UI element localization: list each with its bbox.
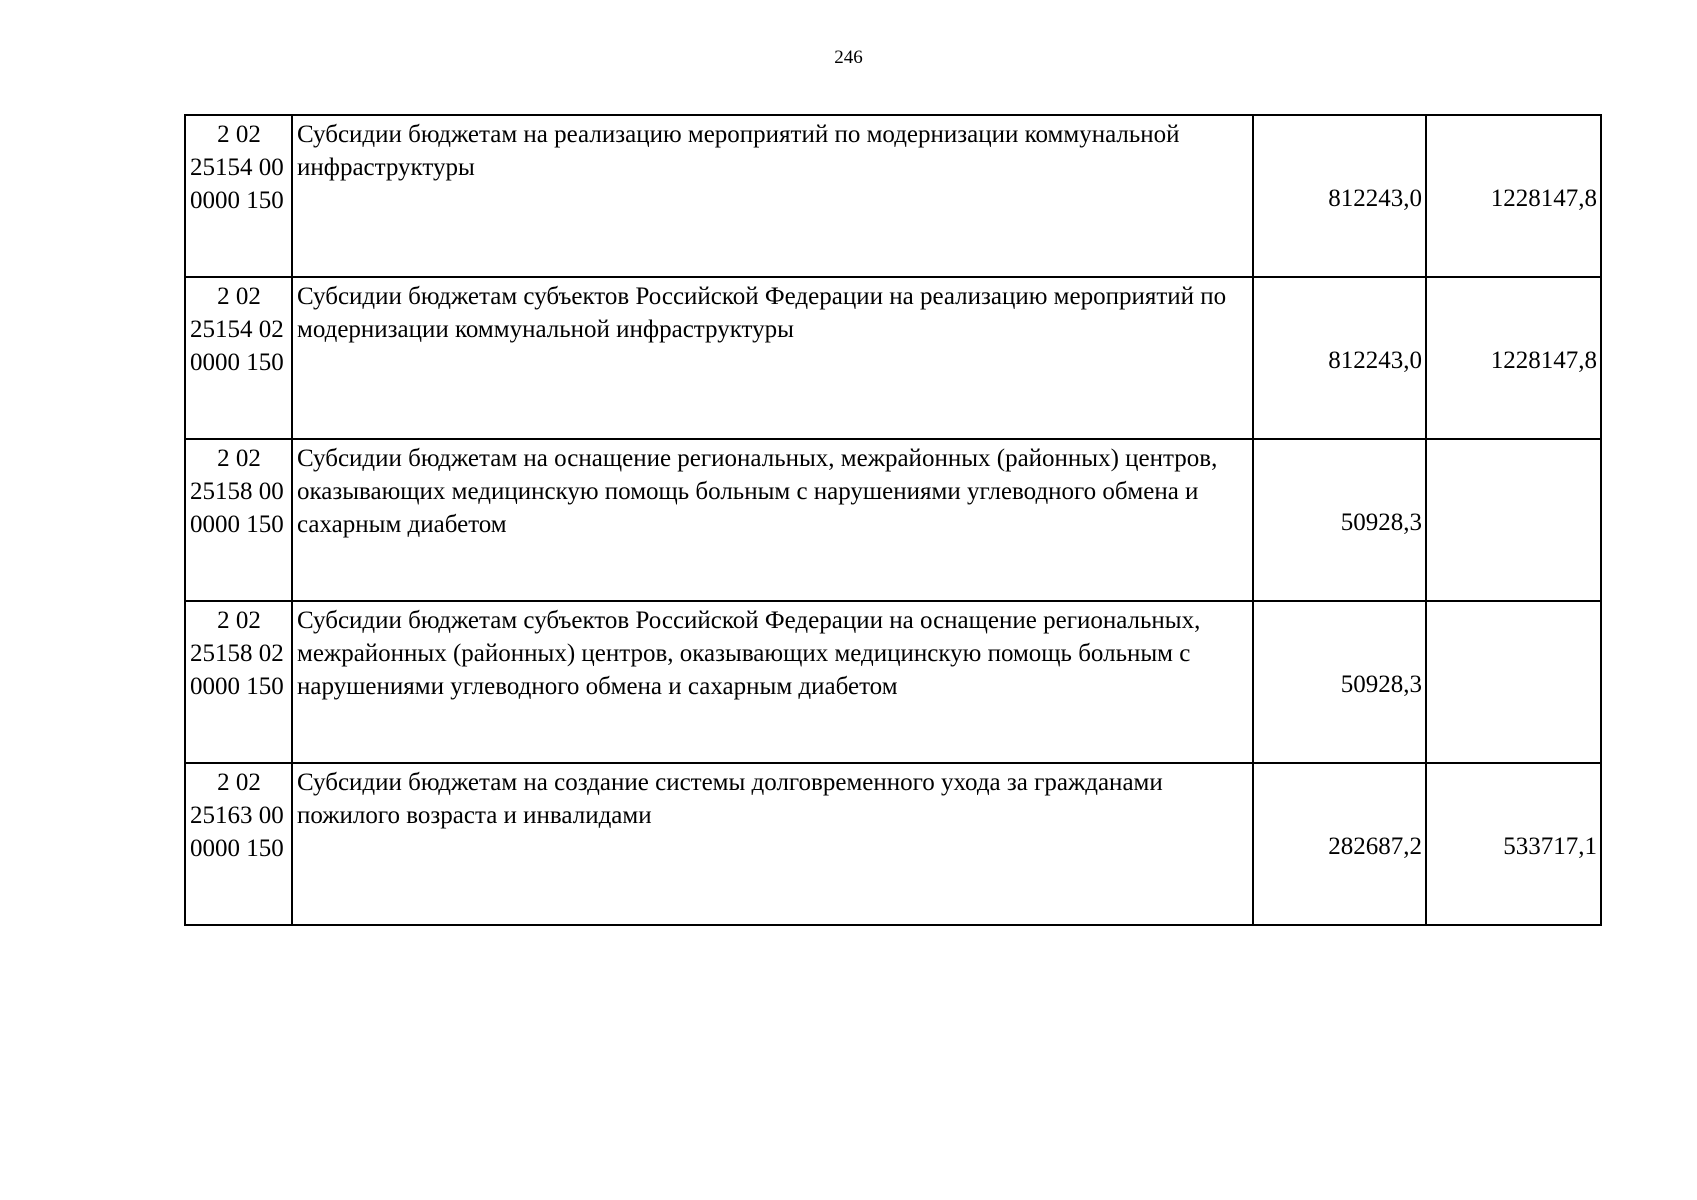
amount-year-2: 1228147,8 [1426, 277, 1601, 439]
code-part: 2 02 [217, 445, 261, 472]
amount-year-2 [1426, 601, 1601, 763]
amount-year-2 [1426, 439, 1601, 601]
code-part: 25158 00 [190, 478, 284, 505]
budget-table [184, 114, 1602, 926]
code-part: 25154 02 [190, 316, 284, 343]
code-part: 0000 150 [190, 835, 284, 862]
income-name: Субсидии бюджетам субъектов Российской Федерации на оснащение региональных, межрайонных (районных) центров, оказывающих медицинскую помощь больным с нарушениями углеводного обмена и сахарным диабетом [292, 601, 1253, 763]
amount-year-2: 1228147,8 [1426, 115, 1601, 277]
code-part: 2 02 [217, 121, 261, 148]
income-name: Субсидии бюджетам на оснащение региональных, межрайонных (районных) центров, оказывающих медицинскую помощь больным с нарушениями углеводного обмена и сахарным диабетом [292, 439, 1253, 601]
code-part: 2 02 [217, 769, 261, 796]
amount-year-1: 50928,3 [1253, 601, 1426, 763]
code-part: 0000 150 [190, 349, 284, 376]
classification-code [185, 601, 292, 763]
classification-code [185, 115, 292, 277]
page-number: 246 [834, 47, 863, 68]
code-part: 2 02 [217, 607, 261, 634]
code-part: 2 02 [217, 283, 261, 310]
income-name: Субсидии бюджетам субъектов Российской Федерации на реализацию мероприятий по модернизации коммунальной инфраструктуры [292, 277, 1253, 439]
income-name: Субсидии бюджетам на реализацию мероприятий по модернизации коммунальной инфраструктуры [292, 115, 1253, 277]
table-row [185, 763, 1601, 925]
classification-code [185, 277, 292, 439]
amount-year-1: 282687,2 [1253, 763, 1426, 925]
amount-year-1: 50928,3 [1253, 439, 1426, 601]
classification-code [185, 439, 292, 601]
code-part: 0000 150 [190, 673, 284, 700]
income-name: Субсидии бюджетам на создание системы долговременного ухода за гражданами пожилого возраста и инвалидами [292, 763, 1253, 925]
amount-year-1: 812243,0 [1253, 115, 1426, 277]
table-row [185, 601, 1601, 763]
code-part: 25163 00 [190, 802, 284, 829]
code-part: 0000 150 [190, 511, 284, 538]
code-part: 25154 00 [190, 154, 284, 181]
code-part: 25158 02 [190, 640, 284, 667]
table-row [185, 277, 1601, 439]
classification-code [185, 763, 292, 925]
table-row [185, 439, 1601, 601]
code-part: 0000 150 [190, 187, 284, 214]
table-row [185, 115, 1601, 277]
amount-year-1: 812243,0 [1253, 277, 1426, 439]
amount-year-2: 533717,1 [1426, 763, 1601, 925]
